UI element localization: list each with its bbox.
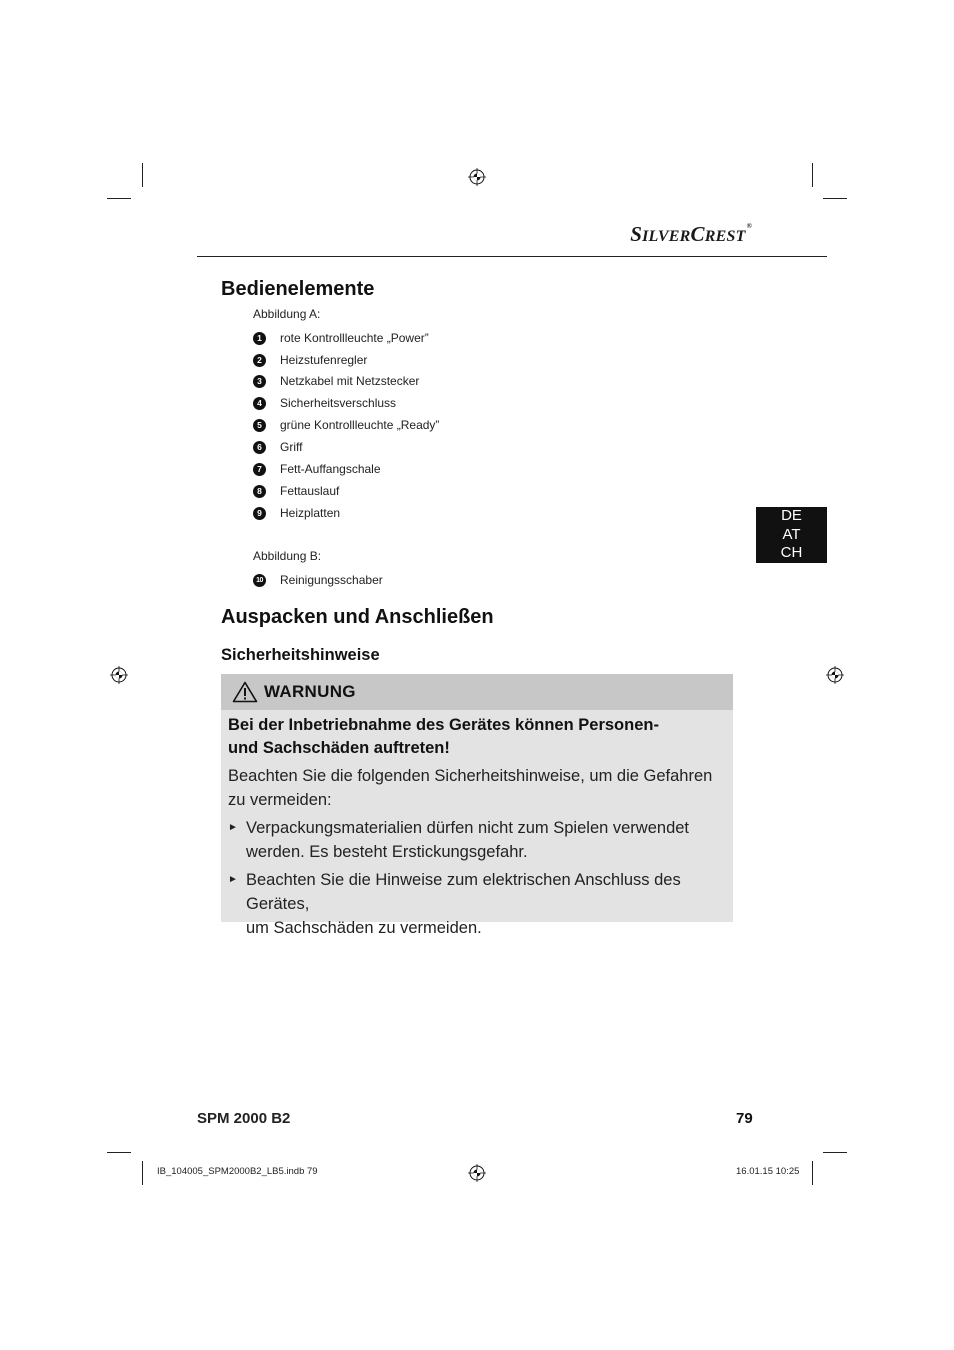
part-number-badge: 5 <box>253 419 266 432</box>
bullet-text-line: Verpackungsmaterialien dürfen nicht zum Spielen verwendet <box>246 819 690 837</box>
warning-box <box>221 674 733 937</box>
bullet-text-line: werden. Es besteht Erstickungsgefahr. <box>246 843 528 861</box>
page-number: 79 <box>736 1110 753 1127</box>
warning-lead-line: und Sachschäden auftreten! <box>228 739 450 757</box>
bullet-arrow-icon: ► <box>228 822 238 833</box>
part-list-item <box>253 331 429 345</box>
part-label: rote Kontrollleuchte „Power” <box>280 331 429 345</box>
part-number-badge: 7 <box>253 463 266 476</box>
part-list-item <box>253 573 383 587</box>
part-number-badge: 6 <box>253 441 266 454</box>
part-list-item <box>253 374 419 388</box>
part-label: Griff <box>280 440 303 454</box>
part-list-item <box>253 418 439 432</box>
part-label: Heizstufenregler <box>280 353 368 367</box>
crop-mark <box>142 163 143 187</box>
warning-lead <box>228 714 728 760</box>
part-label: Reinigungsschaber <box>280 573 383 587</box>
crop-mark <box>823 198 847 199</box>
part-number-badge: 3 <box>253 375 266 388</box>
subsection-title-sicherheitshinweise: Sicherheitshinweise <box>221 646 380 664</box>
language-code: AT <box>782 525 801 543</box>
language-code: CH <box>780 544 803 562</box>
section-title-auspacken: Auspacken und Anschließen <box>221 606 494 628</box>
crop-mark <box>107 198 131 199</box>
crop-mark <box>823 1152 847 1153</box>
language-code: DE <box>781 507 802 525</box>
warning-bullet-item <box>228 868 728 940</box>
part-list-item <box>253 440 302 454</box>
part-label: Netzkabel mit Netzstecker <box>280 374 420 388</box>
part-number-badge: 4 <box>253 397 266 410</box>
crop-mark <box>812 1161 813 1185</box>
footer-model: SPM 2000 B2 <box>197 1110 291 1127</box>
part-number-badge: 1 <box>253 332 266 345</box>
registration-mark-icon <box>110 666 128 684</box>
header-rule <box>197 256 827 257</box>
warning-intro-line: zu vermeiden: <box>228 791 332 809</box>
bullet-text-line: Beachten Sie die Hinweise zum elektrischen Anschluss des Gerätes, <box>246 871 681 913</box>
warning-intro <box>228 764 728 812</box>
section-title-bedienelemente: Bedienelemente <box>221 278 375 300</box>
part-label: Fettauslauf <box>280 484 340 498</box>
crop-mark <box>812 163 813 187</box>
part-label: grüne Kontrollleuchte „Ready” <box>280 418 440 432</box>
part-number-badge: 9 <box>253 507 266 520</box>
part-list-item <box>253 484 339 498</box>
part-label: Sicherheitsverschluss <box>280 396 397 410</box>
part-number-badge: 10 <box>253 574 266 587</box>
bullet-text-line: um Sachschäden zu vermeiden. <box>246 919 482 937</box>
part-list-item <box>253 506 340 520</box>
brand-logo: SILVERCREST® <box>630 222 752 246</box>
warning-intro-line: Beachten Sie die folgenden Sicherheitshinweise, um die Gefahren <box>228 767 713 785</box>
warning-title: WARNUNG <box>264 682 356 701</box>
part-number-badge: 2 <box>253 354 266 367</box>
warning-header <box>221 674 733 710</box>
warning-triangle-icon <box>232 681 258 703</box>
part-label: Heizplatten <box>280 506 341 520</box>
bullet-arrow-icon: ► <box>228 874 238 885</box>
part-list-item <box>253 462 381 476</box>
part-number-badge: 8 <box>253 485 266 498</box>
print-slug-date: 16.01.15 10:25 <box>736 1166 800 1177</box>
figure-b-label: Abbildung B: <box>253 549 322 563</box>
registration-mark-icon <box>468 168 486 186</box>
figure-a-label: Abbildung A: <box>253 307 321 321</box>
print-slug-file: IB_104005_SPM2000B2_LB5.indb 79 <box>157 1166 318 1177</box>
registration-mark-icon <box>826 666 844 684</box>
part-label: Fett-Auffangschale <box>280 462 381 476</box>
crop-mark <box>142 1161 143 1185</box>
registration-mark-icon <box>468 1164 486 1182</box>
warning-lead-line: Bei der Inbetriebnahme des Gerätes können Personen- <box>228 716 659 734</box>
part-list-item <box>253 353 367 367</box>
warning-bullet-item <box>228 816 728 864</box>
part-list-item <box>253 396 396 410</box>
language-tab <box>756 507 827 563</box>
crop-mark <box>107 1152 131 1153</box>
